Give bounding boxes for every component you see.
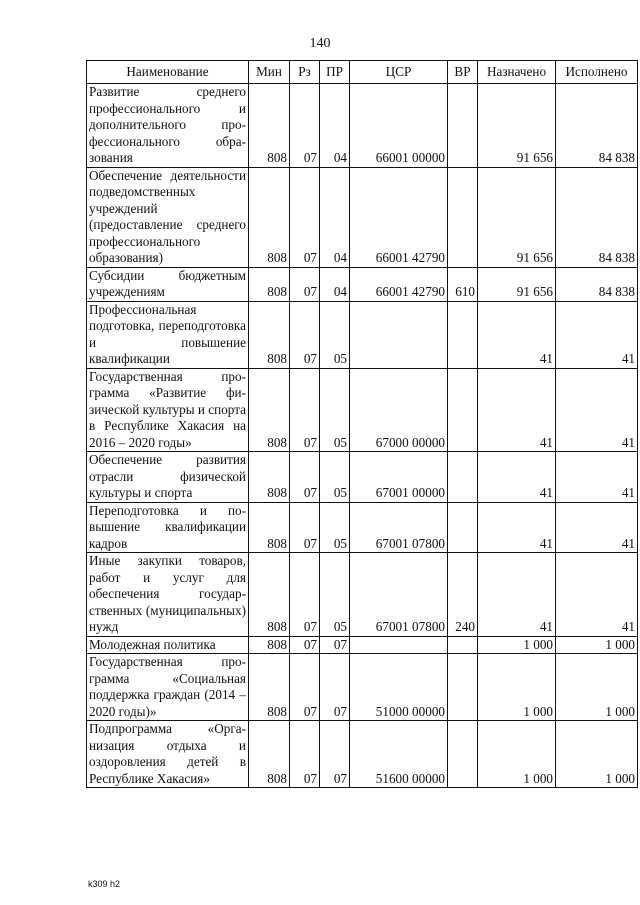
- row-pr-cell: 04: [320, 167, 350, 267]
- row-csr-cell: 67001 00000: [350, 452, 448, 503]
- row-rz-cell: 07: [290, 368, 320, 452]
- row-name-cell: Обеспечение развития отрасли физической культуры и спорта: [87, 452, 249, 503]
- row-executed-cell: 41: [556, 368, 638, 452]
- table-row: [87, 267, 638, 301]
- row-rz-cell: 07: [290, 267, 320, 301]
- header-vr: ВР: [448, 61, 478, 84]
- row-csr-cell: [350, 301, 448, 368]
- row-vr-cell: [448, 167, 478, 267]
- row-assigned-cell: 41: [478, 502, 556, 553]
- table-row: [87, 721, 638, 788]
- row-executed-cell: 41: [556, 301, 638, 368]
- row-vr-cell: [448, 654, 478, 721]
- header-rz: Рз: [290, 61, 320, 84]
- row-rz-cell: 07: [290, 636, 320, 654]
- header-executed: Исполнено: [556, 61, 638, 84]
- row-vr-cell: [448, 721, 478, 788]
- row-csr-cell: 67000 00000: [350, 368, 448, 452]
- row-pr-cell: 04: [320, 84, 350, 168]
- row-assigned-cell: 91 656: [478, 167, 556, 267]
- row-name-cell: Профессиональная подготовка, переподготовка и повышение квалификации: [87, 301, 249, 368]
- row-vr-cell: 240: [448, 553, 478, 637]
- row-min-cell: 808: [249, 721, 290, 788]
- row-name-cell: Иные закупки товаров, работ и услуг для обеспечения государственных (муниципальных) нужд: [87, 553, 249, 637]
- row-rz-cell: 07: [290, 167, 320, 267]
- row-pr-cell: 05: [320, 301, 350, 368]
- table-header-row: [87, 61, 638, 84]
- row-assigned-cell: 91 656: [478, 267, 556, 301]
- row-assigned-cell: 41: [478, 368, 556, 452]
- row-rz-cell: 07: [290, 84, 320, 168]
- row-name-cell: Развитие среднего профессионального и дополнительного профессионального образования: [87, 84, 249, 168]
- row-pr-cell: 05: [320, 502, 350, 553]
- row-min-cell: 808: [249, 267, 290, 301]
- row-executed-cell: 84 838: [556, 267, 638, 301]
- row-min-cell: 808: [249, 636, 290, 654]
- row-assigned-cell: 41: [478, 301, 556, 368]
- row-vr-cell: [448, 636, 478, 654]
- table-row: [87, 636, 638, 654]
- row-csr-cell: [350, 636, 448, 654]
- row-assigned-cell: 41: [478, 452, 556, 503]
- row-vr-cell: [448, 84, 478, 168]
- header-assigned: Назначено: [478, 61, 556, 84]
- row-min-cell: 808: [249, 654, 290, 721]
- row-vr-cell: [448, 301, 478, 368]
- row-min-cell: 808: [249, 84, 290, 168]
- row-vr-cell: [448, 502, 478, 553]
- row-vr-cell: [448, 452, 478, 503]
- row-executed-cell: 84 838: [556, 167, 638, 267]
- row-min-cell: 808: [249, 553, 290, 637]
- table-row: [87, 84, 638, 168]
- row-rz-cell: 07: [290, 452, 320, 503]
- row-rz-cell: 07: [290, 654, 320, 721]
- header-name: Наименование: [87, 61, 249, 84]
- table-row: [87, 502, 638, 553]
- table-row: [87, 368, 638, 452]
- row-executed-cell: 84 838: [556, 84, 638, 168]
- page-number: 140: [309, 36, 331, 51]
- row-executed-cell: 41: [556, 502, 638, 553]
- row-pr-cell: 07: [320, 654, 350, 721]
- table-row: [87, 301, 638, 368]
- row-rz-cell: 07: [290, 553, 320, 637]
- row-csr-cell: 66001 42790: [350, 267, 448, 301]
- row-name-cell: Обеспечение деятельности подведомственных учреждений (предоставление среднего профессионального образования): [87, 167, 249, 267]
- row-name-cell: Государственная программа «Социальная поддержка граждан (2014 – 2020 годы)»: [87, 654, 249, 721]
- row-vr-cell: 610: [448, 267, 478, 301]
- row-executed-cell: 41: [556, 452, 638, 503]
- row-name-cell: Субсидии бюджетным учреждениям: [87, 267, 249, 301]
- row-assigned-cell: 1 000: [478, 721, 556, 788]
- header-pr: ПР: [320, 61, 350, 84]
- row-name-cell: Переподготовка и повышение квалификации кадров: [87, 502, 249, 553]
- row-vr-cell: [448, 368, 478, 452]
- row-executed-cell: 41: [556, 553, 638, 637]
- row-assigned-cell: 41: [478, 553, 556, 637]
- budget-table: [86, 60, 638, 788]
- row-csr-cell: 67001 07800: [350, 502, 448, 553]
- row-assigned-cell: 1 000: [478, 636, 556, 654]
- row-executed-cell: 1 000: [556, 721, 638, 788]
- row-rz-cell: 07: [290, 301, 320, 368]
- table-row: [87, 654, 638, 721]
- row-assigned-cell: 91 656: [478, 84, 556, 168]
- row-min-cell: 808: [249, 452, 290, 503]
- row-min-cell: 808: [249, 167, 290, 267]
- row-name-cell: Молодежная политика: [87, 636, 249, 654]
- row-executed-cell: 1 000: [556, 654, 638, 721]
- row-pr-cell: 04: [320, 267, 350, 301]
- header-min: Мин: [249, 61, 290, 84]
- row-min-cell: 808: [249, 301, 290, 368]
- row-executed-cell: 1 000: [556, 636, 638, 654]
- row-rz-cell: 07: [290, 721, 320, 788]
- row-csr-cell: 51000 00000: [350, 654, 448, 721]
- header-csr: ЦСР: [350, 61, 448, 84]
- row-pr-cell: 05: [320, 452, 350, 503]
- row-pr-cell: 05: [320, 368, 350, 452]
- row-csr-cell: 51600 00000: [350, 721, 448, 788]
- table-row: [87, 553, 638, 637]
- row-name-cell: Подпрограмма «Организация отдыха и оздоровления детей в Республике Хакасия»: [87, 721, 249, 788]
- row-csr-cell: 66001 42790: [350, 167, 448, 267]
- row-pr-cell: 07: [320, 721, 350, 788]
- row-csr-cell: 67001 07800: [350, 553, 448, 637]
- table-row: [87, 452, 638, 503]
- row-pr-cell: 07: [320, 636, 350, 654]
- row-rz-cell: 07: [290, 502, 320, 553]
- row-min-cell: 808: [249, 502, 290, 553]
- row-assigned-cell: 1 000: [478, 654, 556, 721]
- table-row: [87, 167, 638, 267]
- row-name-cell: Государственная программа «Развитие физической культуры и спорта в Республике Хакасия на 2016 – 2020 годы»: [87, 368, 249, 452]
- row-csr-cell: 66001 00000: [350, 84, 448, 168]
- footer-code: k309 h2: [88, 879, 121, 889]
- row-pr-cell: 05: [320, 553, 350, 637]
- row-min-cell: 808: [249, 368, 290, 452]
- table-body: [87, 84, 638, 788]
